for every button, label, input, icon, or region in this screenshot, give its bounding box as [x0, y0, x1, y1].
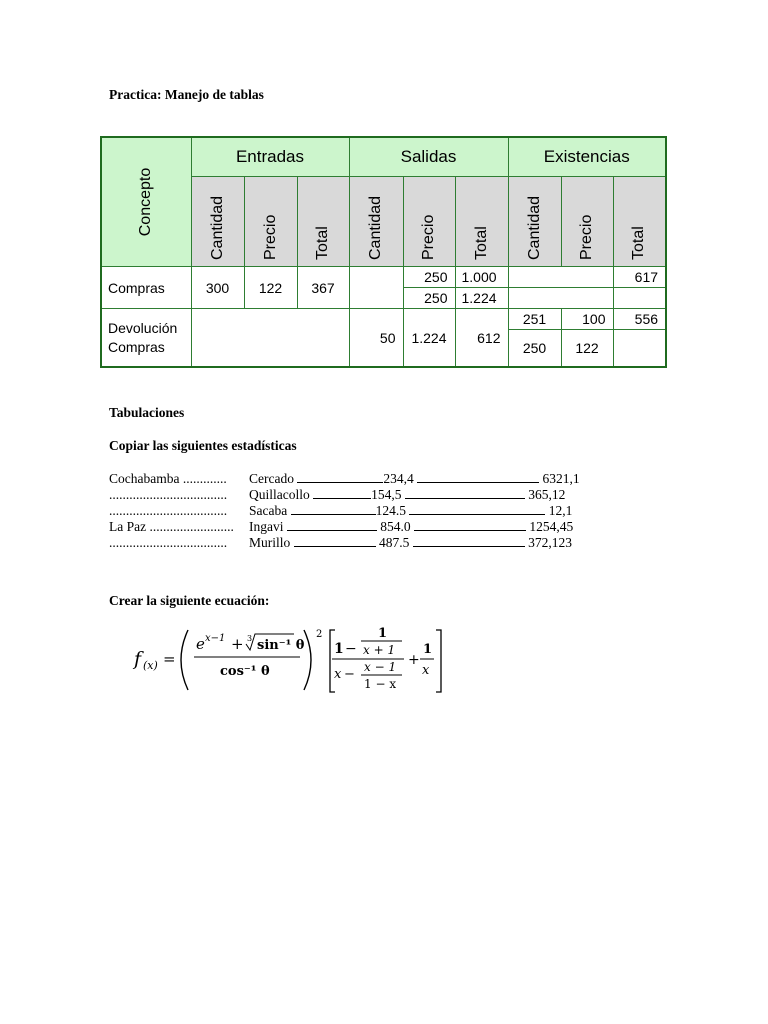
eq-root-index: 3	[247, 634, 253, 643]
eq-one-minus-x: 1 − x	[364, 677, 397, 691]
subheader-cantidad	[349, 177, 403, 267]
subheader-label: Precio	[420, 214, 437, 260]
cell: 250	[403, 267, 455, 288]
eq-one: 1	[334, 641, 344, 657]
eq-plus-2: +	[408, 652, 420, 668]
row-label-compras: Compras	[101, 267, 191, 309]
blank-line	[294, 535, 376, 547]
stats-dept: ...................................	[109, 487, 228, 502]
stats-value: 234,4	[383, 471, 414, 486]
eq-x: x	[334, 667, 342, 682]
concept-header-label: Concepto	[137, 167, 155, 237]
blank-line	[297, 471, 383, 483]
page-title: Practica: Manejo de tablas	[109, 87, 264, 102]
blank-line	[413, 535, 525, 547]
subheader-cantidad	[508, 177, 561, 267]
cell	[191, 309, 349, 368]
subheader-label: Total	[314, 226, 331, 260]
subheader-label: Total	[472, 226, 490, 260]
eq-plus: +	[231, 635, 244, 653]
eq-lhs: f	[134, 648, 142, 670]
concept-header	[101, 137, 191, 267]
subheader-cantidad	[191, 177, 244, 267]
blank-line	[409, 503, 545, 515]
blank-line	[414, 519, 526, 531]
cell: 617	[613, 267, 666, 288]
cell	[613, 288, 666, 309]
group-header-existencias: Existencias	[508, 137, 666, 177]
cell: 300	[191, 267, 244, 309]
section-ecuacion: Crear la siguiente ecuación:	[109, 593, 270, 608]
stats-dept: La Paz .........................	[109, 519, 234, 534]
cell: 50	[349, 309, 403, 368]
cell: 251	[508, 309, 561, 330]
stats-value: 124.5	[375, 503, 406, 518]
stats-line	[249, 519, 573, 535]
stats-value: 487.5	[379, 535, 410, 550]
eq-right-bracket	[436, 630, 441, 692]
stats-place: Quillacollo	[249, 487, 310, 502]
eq-exp-base: e	[196, 635, 205, 653]
blank-line	[287, 519, 377, 531]
stats-value: 12,1	[548, 503, 573, 518]
subheader-label: Cantidad	[208, 195, 226, 260]
stats-dept: Cochabamba .............	[109, 471, 227, 486]
eq-denominator: cos⁻¹ θ	[220, 664, 270, 679]
equation	[132, 622, 452, 702]
stats-line	[249, 487, 565, 503]
subheader-total	[613, 177, 666, 267]
cell: 1.000	[455, 267, 508, 288]
cell	[508, 267, 613, 288]
stats-value: 6321,1	[542, 471, 580, 486]
row-label-devolucion	[101, 309, 191, 368]
section-tabulaciones: Tabulaciones	[109, 405, 185, 420]
stats-line	[249, 535, 572, 551]
subheader-label: Precio	[578, 214, 595, 260]
cell: 1.224	[403, 309, 455, 368]
subheader-label: Cantidad	[525, 195, 543, 260]
row-label-line: Compras	[108, 338, 165, 355]
cell	[349, 267, 403, 309]
blank-line	[405, 487, 525, 499]
eq-outer-power: 2	[316, 629, 323, 640]
subheader-total	[297, 177, 349, 267]
cell: 122	[561, 330, 613, 368]
eq-equals: =	[163, 650, 176, 668]
cell: 122	[244, 267, 297, 309]
eq-minus-2: −	[344, 667, 355, 682]
stats-value: 854.0	[380, 519, 411, 534]
cell: 612	[455, 309, 508, 368]
stats-line	[249, 503, 572, 519]
cell: 250	[403, 288, 455, 309]
blank-line	[313, 487, 371, 499]
eq-x-denom: x	[422, 663, 430, 678]
blank-line	[291, 503, 376, 515]
cell: 100	[561, 309, 613, 330]
blank-line	[417, 471, 539, 483]
eq-root-body: sin⁻¹ θ	[257, 638, 305, 653]
eq-exp-power: x−1	[205, 633, 226, 644]
stats-place: Murillo	[249, 535, 291, 550]
stats-dept: ...................................	[109, 503, 228, 518]
stats-place: Sacaba	[249, 503, 288, 518]
cell: 250	[508, 330, 561, 368]
stats-place: Ingavi	[249, 519, 284, 534]
stats-value: 365,12	[528, 487, 566, 502]
stats-place: Cercado	[249, 471, 294, 486]
eq-one-frac: 1	[423, 642, 433, 657]
subheader-precio	[244, 177, 297, 267]
eq-x-plus-1: x + 1	[363, 643, 396, 657]
eq-minus: −	[345, 641, 357, 657]
eq-lhs-sub: (x)	[143, 659, 158, 672]
eq-left-bracket	[330, 630, 335, 692]
cell: 367	[297, 267, 349, 309]
subheader-precio	[403, 177, 455, 267]
stats-value: 372,123	[528, 535, 573, 550]
cell: 556	[613, 309, 666, 330]
eq-left-paren	[181, 630, 188, 690]
subheader-label: Precio	[261, 214, 279, 260]
subheader-total	[455, 177, 508, 267]
cell	[613, 330, 666, 368]
eq-one-small: 1	[378, 626, 388, 641]
eq-right-paren	[304, 630, 311, 690]
subheader-label: Total	[630, 226, 648, 260]
row-label-line: Devolución	[108, 319, 178, 336]
cell: 1.224	[455, 288, 508, 309]
cell	[508, 288, 613, 309]
subheader-label: Cantidad	[367, 195, 384, 260]
inventory-table	[100, 136, 667, 368]
subheader-precio	[561, 177, 613, 267]
stats-line	[249, 471, 580, 487]
section-estadisticas: Copiar las siguientes estadísticas	[109, 438, 297, 453]
group-header-entradas: Entradas	[191, 137, 349, 177]
group-header-salidas: Salidas	[349, 137, 508, 177]
eq-x-minus-1: x − 1	[364, 660, 397, 674]
stats-value: 1254,45	[529, 519, 574, 534]
stats-dept: ...................................	[109, 535, 228, 550]
stats-value: 154,5	[371, 487, 402, 502]
